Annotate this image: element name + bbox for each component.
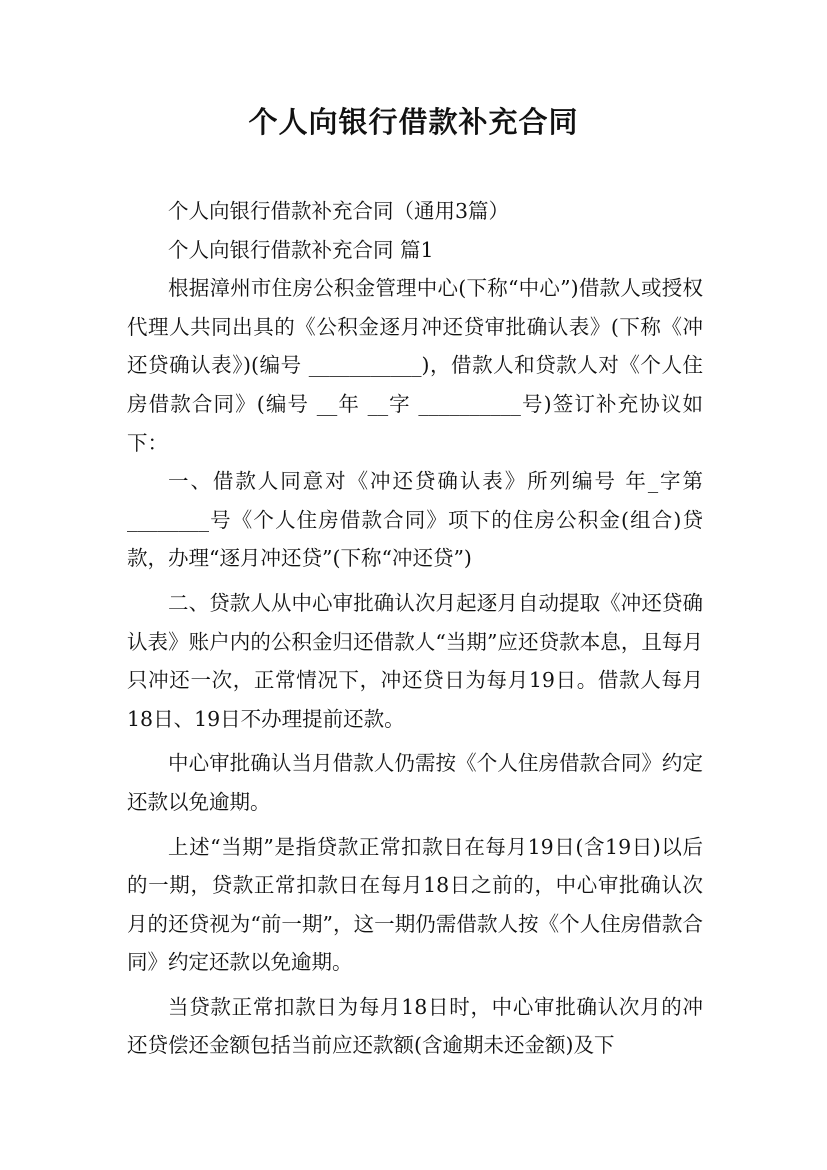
paragraph-clause-1: 一、借款人同意对《冲还贷确认表》所列编号 年_字第________号《个人住房借款合同》项下的住房公积金(组合)贷款，办理“逐月冲还贷”(下称“冲还贷”) xyxy=(127,469,703,571)
paragraph-current-period-definition: 上述“当期”是指贷款正常扣款日在每月19日(含19日)以后的一期，贷款正常扣款日在每月18日之前的，中心审批确认次月的还贷视为“前一期”，这一期仍需借款人按《个人住房借款合同》约定还款以免逾期。 xyxy=(127,834,703,975)
paragraph-clause-2: 二、贷款人从中心审批确认次月起逐月自动提取《冲还贷确认表》账户内的公积金归还借款人“当期”应还贷款本息，且每月只冲还一次，正常情况下，冲还贷日为每月19日。借款人每月18日、19日不办理提前还款。 xyxy=(127,590,703,731)
paragraph-approval-month-note: 中心审批确认当月借款人仍需按《个人住房借款合同》约定还款以免逾期。 xyxy=(127,751,703,814)
paragraph-preamble: 根据漳州市住房公积金管理中心(下称“中心”)借款人或授权代理人共同出具的《公积金逐月冲还贷审批确认表》(下称《冲还贷确认表》)(编号 ___________)，借款人和贷款人对《个人住房借款合同》(编号 __年 __字 __________号)签订补充协议如下： xyxy=(127,276,703,455)
paragraph-subtitle: 个人向银行借款补充合同（通用3篇） xyxy=(168,199,510,223)
paragraph-section-heading: 个人向银行借款补充合同 篇1 xyxy=(168,237,434,262)
paragraph-day-18-rule: 当贷款正常扣款日为每月18日时，中心审批确认次月的冲还贷偿还金额包括当前应还款额(含逾期未还金额)及下 xyxy=(127,994,703,1058)
document-body xyxy=(127,192,703,1065)
document-title: 个人向银行借款补充合同 xyxy=(248,105,579,139)
